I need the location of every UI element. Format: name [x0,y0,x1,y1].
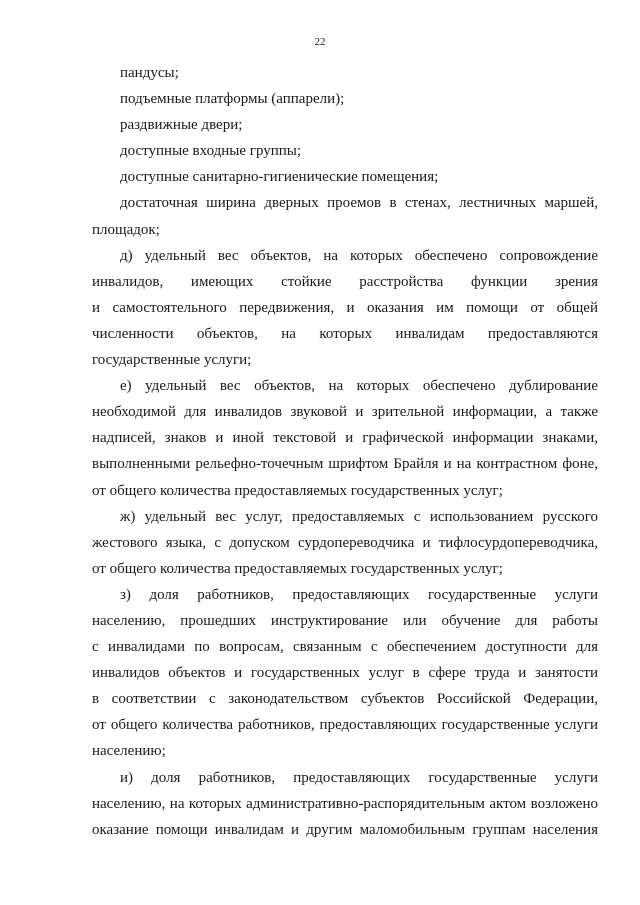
text-line: от общего количества работников, предоставляющих государственные услуги [92,717,598,734]
text-line: с инвалидами по вопросам, связанным с обеспечением доступности для [92,639,598,656]
text-line: численности объектов, на которых инвалидам предоставляются [92,325,598,342]
text-line: населению, на которых административно-распорядительным актом возложено [92,795,598,812]
text-line: ж) удельный вес услуг, предоставляемых с использованием русского [120,508,598,525]
text-line: населению, прошедших инструктирование или обучение для работы [92,612,598,629]
paragraph-item-zh [92,504,598,582]
text-line: от общего количества предоставляемых государственных услуг; [92,560,503,577]
paragraph-item-e [92,373,598,503]
text-line: в соответствии с законодательством субъектов Российской Федерации, [92,691,598,708]
text-line: надписей, знаков и иной текстовой и графической информации знаками, [92,430,598,447]
paragraph-item-i [92,765,598,843]
list-item-ramps [92,60,598,86]
text-line: д) удельный вес объектов, на которых обеспечено сопровождение [120,247,598,264]
text-line: инвалидов объектов и государственных услуг в сфере труда и занятости [92,665,598,682]
text-line: и) доля работников, предоставляющих государственные услуги [120,769,598,786]
list-item-sanitary-rooms [92,164,598,190]
text-line: подъемные платформы (аппарели); [120,91,345,108]
list-item-lift-platforms [92,86,598,112]
list-item-door-width [92,190,598,242]
text-line: жестового языка, с допуском сурдопереводчика и тифлосурдопереводчика, [92,534,598,551]
text-line: выполненными рельефно-точечным шрифтом Брайля и на контрастном фоне, [92,456,598,473]
list-item-sliding-doors [92,112,598,138]
document-body [92,60,598,843]
text-line: доступные санитарно-гигиенические помещения; [120,169,439,186]
text-line: от общего количества предоставляемых государственных услуг; [92,482,503,499]
paragraph-item-z [92,582,598,765]
page-number: 22 [314,36,326,48]
text-line: раздвижные двери; [120,117,243,134]
text-line: е) удельный вес объектов, на которых обеспечено дублирование [120,378,598,395]
text-line: з) доля работников, предоставляющих государственные услуги [120,586,598,603]
paragraph-item-d [92,243,598,373]
text-line: пандусы; [120,65,179,81]
list-item-entrance-groups [92,138,598,164]
text-line: и самостоятельного передвижения, и оказания им помощи от общей [92,299,598,316]
text-line: достаточная ширина дверных проемов в стенах, лестничных маршей, [120,195,598,212]
text-line: площадок; [92,221,160,238]
text-line: инвалидов, имеющих стойкие расстройства функции зрения [92,273,598,290]
text-line: оказание помощи инвалидам и другим маломобильным группам населения [92,821,598,838]
text-line: государственные услуги; [92,352,252,369]
text-line: населению; [92,743,166,760]
text-line: доступные входные группы; [120,143,302,160]
text-line: необходимой для инвалидов звуковой и зрительной информации, а также [92,404,598,421]
